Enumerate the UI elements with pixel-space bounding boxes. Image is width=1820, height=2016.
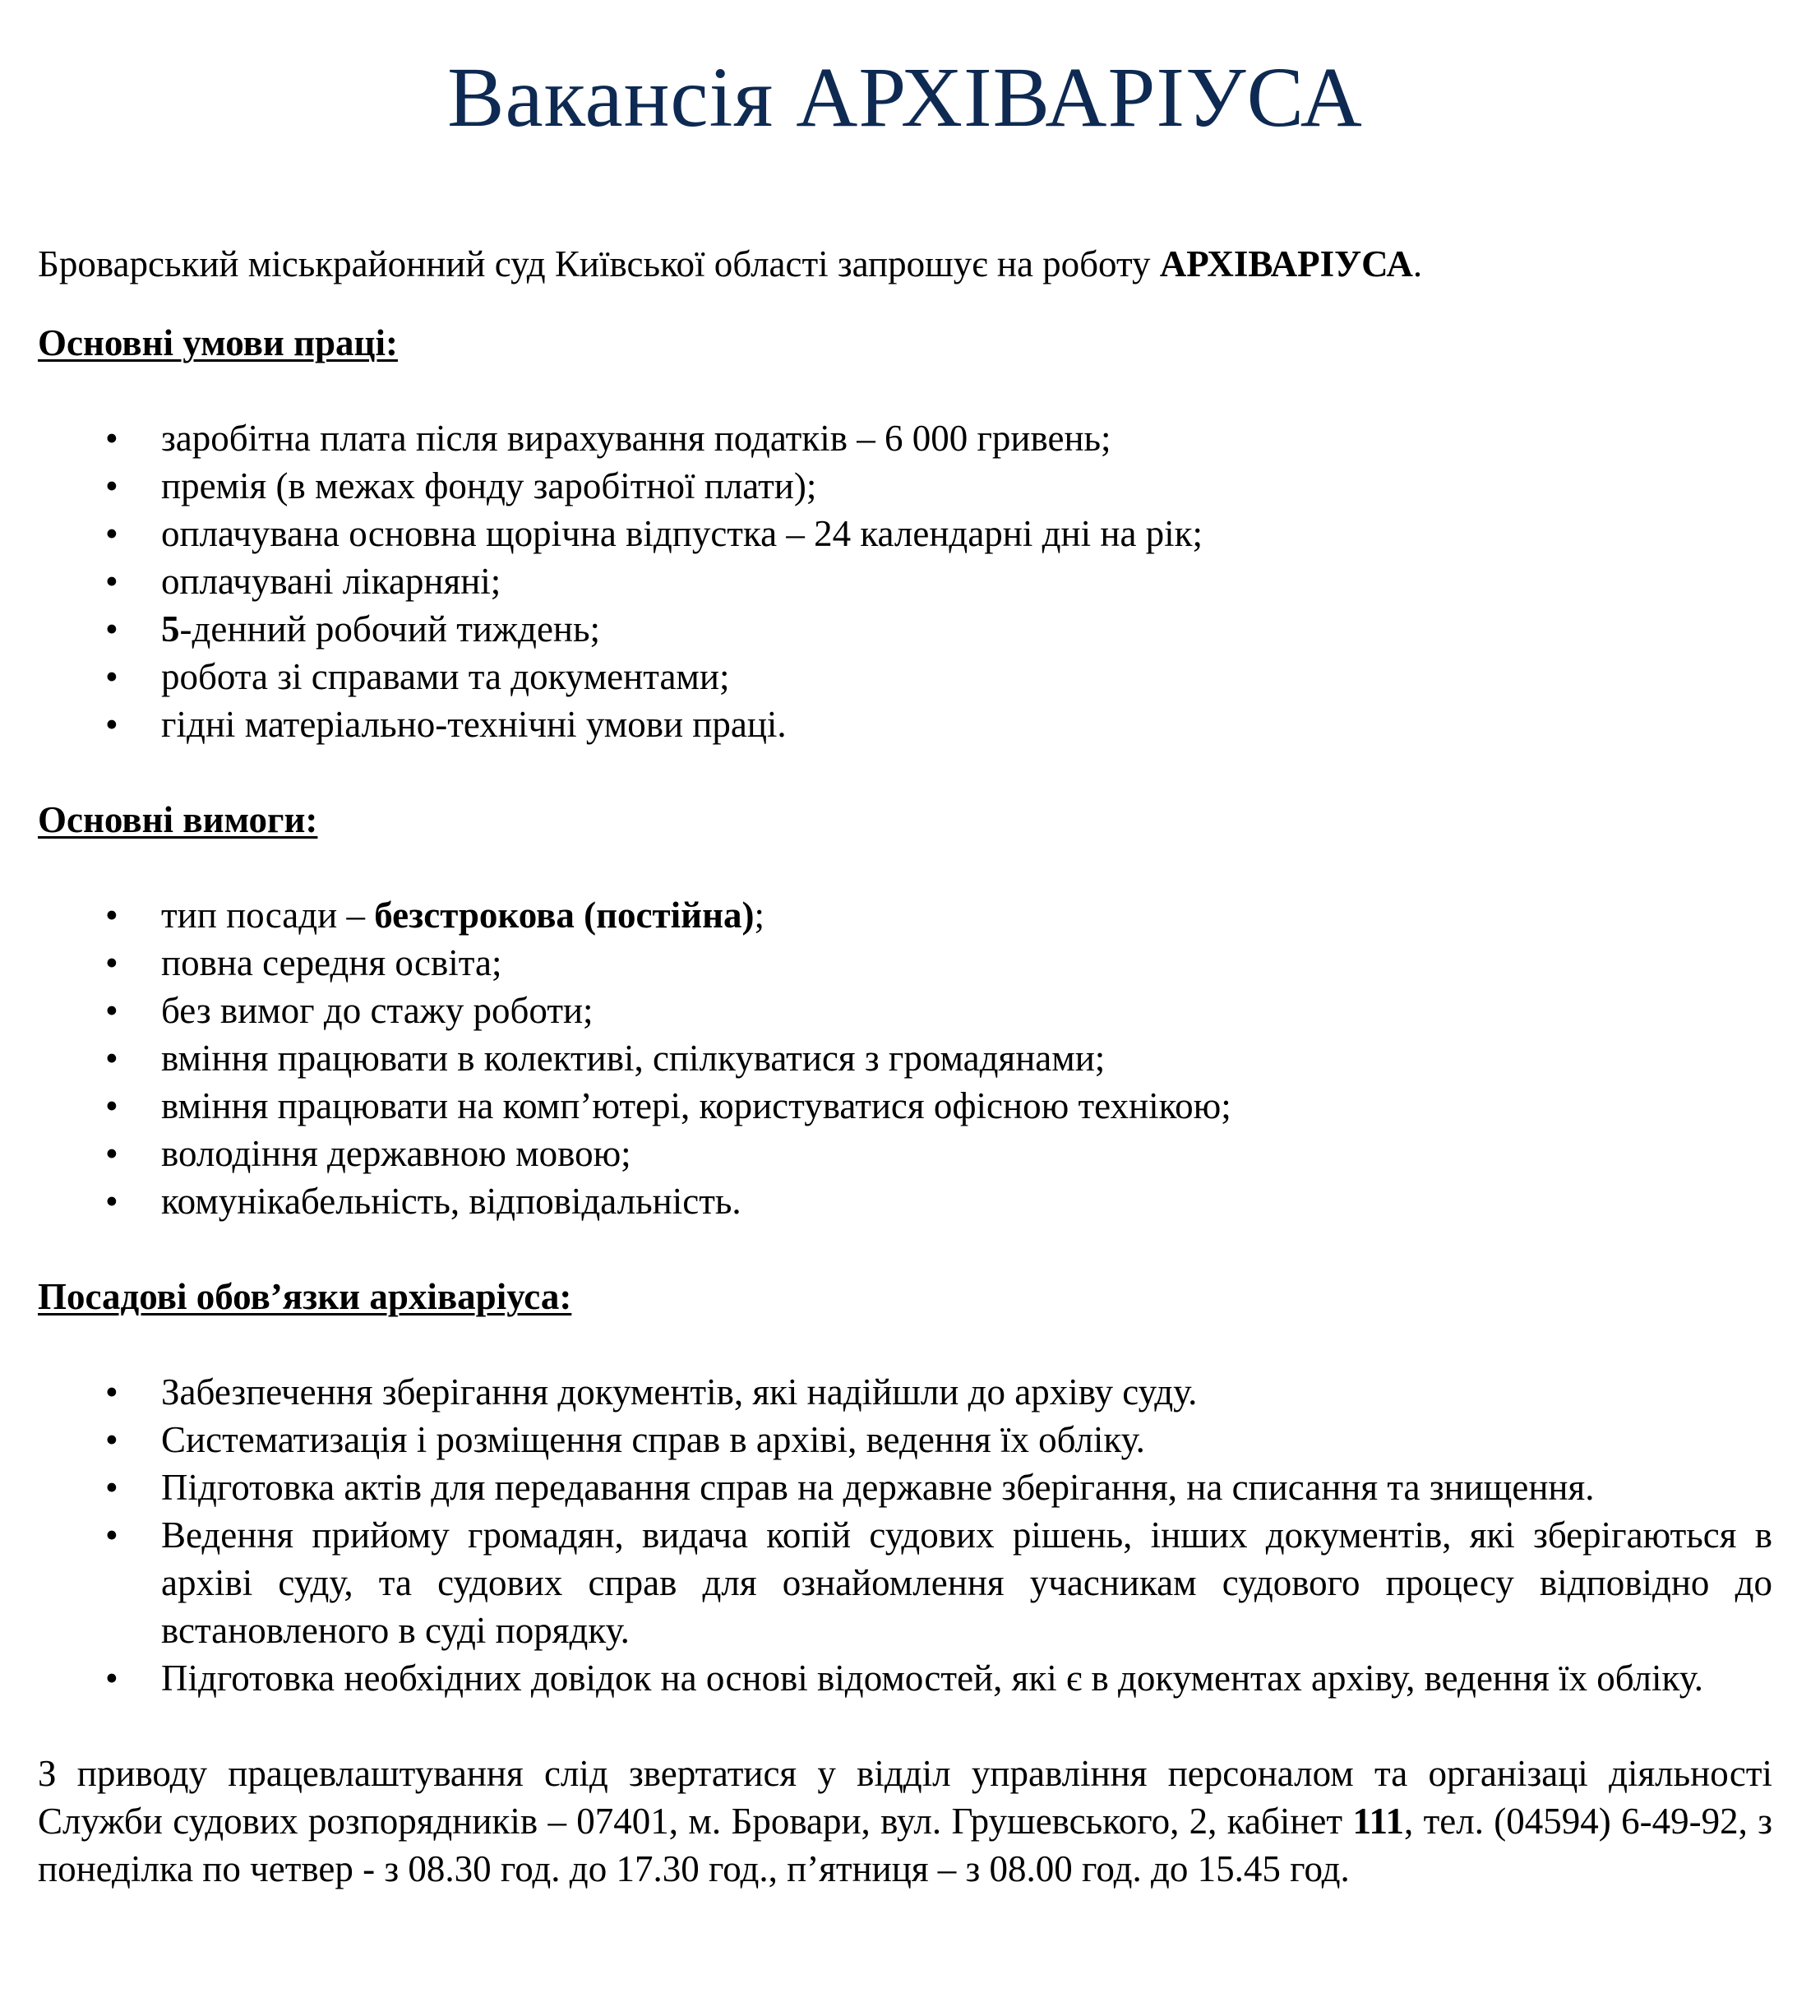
contact-room: 111: [1352, 1801, 1404, 1843]
bullet-icon: •: [105, 608, 118, 650]
list-item-text: Підготовка необхідних довідок на основі відомостей, які є в документах архіву, ведення їх обліку.: [161, 1658, 1703, 1699]
list-item: [38, 1654, 1772, 1702]
list-item-text: премія (в межах фонду заробітної плати);: [161, 465, 817, 507]
bullet-icon: •: [105, 990, 118, 1032]
bullet-icon: •: [105, 656, 118, 698]
list-item-text: Забезпечення зберігання документів, які надійшли до архіву суду.: [161, 1371, 1198, 1413]
bullet-icon: •: [105, 942, 118, 984]
bullet-icon: •: [105, 561, 118, 603]
list-item: [38, 1130, 1772, 1177]
intro-position: АРХІВАРІУСА: [1159, 243, 1413, 285]
list-item: [38, 987, 1772, 1034]
bullet-icon: •: [105, 1419, 118, 1461]
list-item: [38, 891, 1772, 939]
list-item: [38, 1177, 1772, 1225]
list-item-bold: безстрокова (постійна): [374, 895, 755, 936]
list-item-text: вміння працювати на комп’ютері, користуватися офісною технікою;: [161, 1085, 1231, 1127]
list-item: [38, 653, 1772, 701]
duties-list: [38, 1368, 1772, 1702]
contact-text-1: З приводу працевлаштування слід звертатися у відділ управління персоналом та організаці діяльності Служби судових розпорядників – 07401, м. Бровари, вул. Грушевського, 2, кабінет: [38, 1753, 1772, 1843]
list-item-text: без вимог до стажу роботи;: [161, 990, 594, 1032]
bullet-icon: •: [105, 1133, 118, 1175]
requirements-heading: Основні вимоги:: [38, 799, 318, 841]
list-item-text: гідні матеріально-технічні умови праці.: [161, 704, 787, 746]
list-item-text: заробітна плата після вирахування податків – 6 000 гривень;: [161, 418, 1111, 460]
list-item: [38, 1082, 1772, 1130]
conditions-list: [38, 414, 1772, 748]
list-item-text: Підготовка актів для передавання справ на державне зберігання, на списання та знищення.: [161, 1467, 1595, 1509]
list-item-text: володіння державною мовою;: [161, 1133, 631, 1175]
contact-text-2: , тел. (04594) 6-49-92, з понеділка по четвер - з 08.30 год. до 17.30 год., п’ятниця – з 08.00 год. до 15.45 год.: [38, 1801, 1772, 1890]
contact-paragraph: [38, 1750, 1772, 1893]
list-item: [38, 1368, 1772, 1416]
list-item: [38, 414, 1772, 462]
requirements-list: [38, 891, 1772, 1225]
list-item-text: вміння працювати в колективі, спілкуватися з громадянами;: [161, 1038, 1106, 1080]
bullet-icon: •: [105, 1371, 118, 1413]
bullet-icon: •: [105, 1514, 118, 1556]
list-item: [38, 939, 1772, 987]
list-item: [38, 605, 1772, 653]
list-item: [38, 1034, 1772, 1082]
list-item: [38, 557, 1772, 605]
page-title: Вакансія АРХІВАРІУСА: [447, 50, 1363, 145]
bullet-icon: •: [105, 513, 118, 555]
bullet-icon: •: [105, 1085, 118, 1127]
list-item-text: оплачувана основна щорічна відпустка – 24 календарні дні на рік;: [161, 513, 1203, 555]
list-item: [38, 510, 1772, 557]
bullet-icon: •: [105, 1467, 118, 1509]
bullet-icon: •: [105, 704, 118, 746]
bullet-icon: •: [105, 1181, 118, 1223]
list-item: [38, 701, 1772, 748]
bullet-icon: •: [105, 895, 118, 936]
list-item-text: робота зі справами та документами;: [161, 656, 730, 698]
list-item-text: -денний робочий тиждень;: [179, 608, 601, 650]
list-item-text: комунікабельність, відповідальність.: [161, 1181, 741, 1223]
bullet-icon: •: [105, 418, 118, 460]
bullet-icon: •: [105, 1038, 118, 1080]
list-item-end: ;: [754, 895, 764, 936]
bullet-icon: •: [105, 1658, 118, 1699]
document-page: [38, 0, 1772, 1893]
list-item-text: оплачувані лікарняні;: [161, 561, 501, 603]
list-item: [38, 1511, 1772, 1654]
bullet-icon: •: [105, 465, 118, 507]
list-item: [38, 462, 1772, 510]
list-item: [38, 1416, 1772, 1463]
list-item: [38, 1463, 1772, 1511]
conditions-heading: Основні умови праці:: [38, 322, 398, 364]
intro-paragraph: [38, 240, 1772, 288]
duties-heading: Посадові обов’язки архіваріуса:: [38, 1276, 572, 1318]
list-item-text: тип посади –: [161, 895, 375, 936]
list-item-text: повна середня освіта;: [161, 942, 502, 984]
list-item-bold: 5: [161, 608, 180, 650]
intro-text: Броварський міськрайонний суд Київської області запрошує на роботу: [38, 243, 1160, 285]
list-item-text: Ведення прийому громадян, видача копій судових рішень, інших документів, які зберігаються в архіві суду, та судових справ для ознайомлення учасникам судового процесу відповідно до встановленого в суді порядку.: [161, 1514, 1772, 1652]
intro-end: .: [1412, 243, 1423, 285]
list-item-text: Систематизація і розміщення справ в архіві, ведення їх обліку.: [161, 1419, 1145, 1461]
